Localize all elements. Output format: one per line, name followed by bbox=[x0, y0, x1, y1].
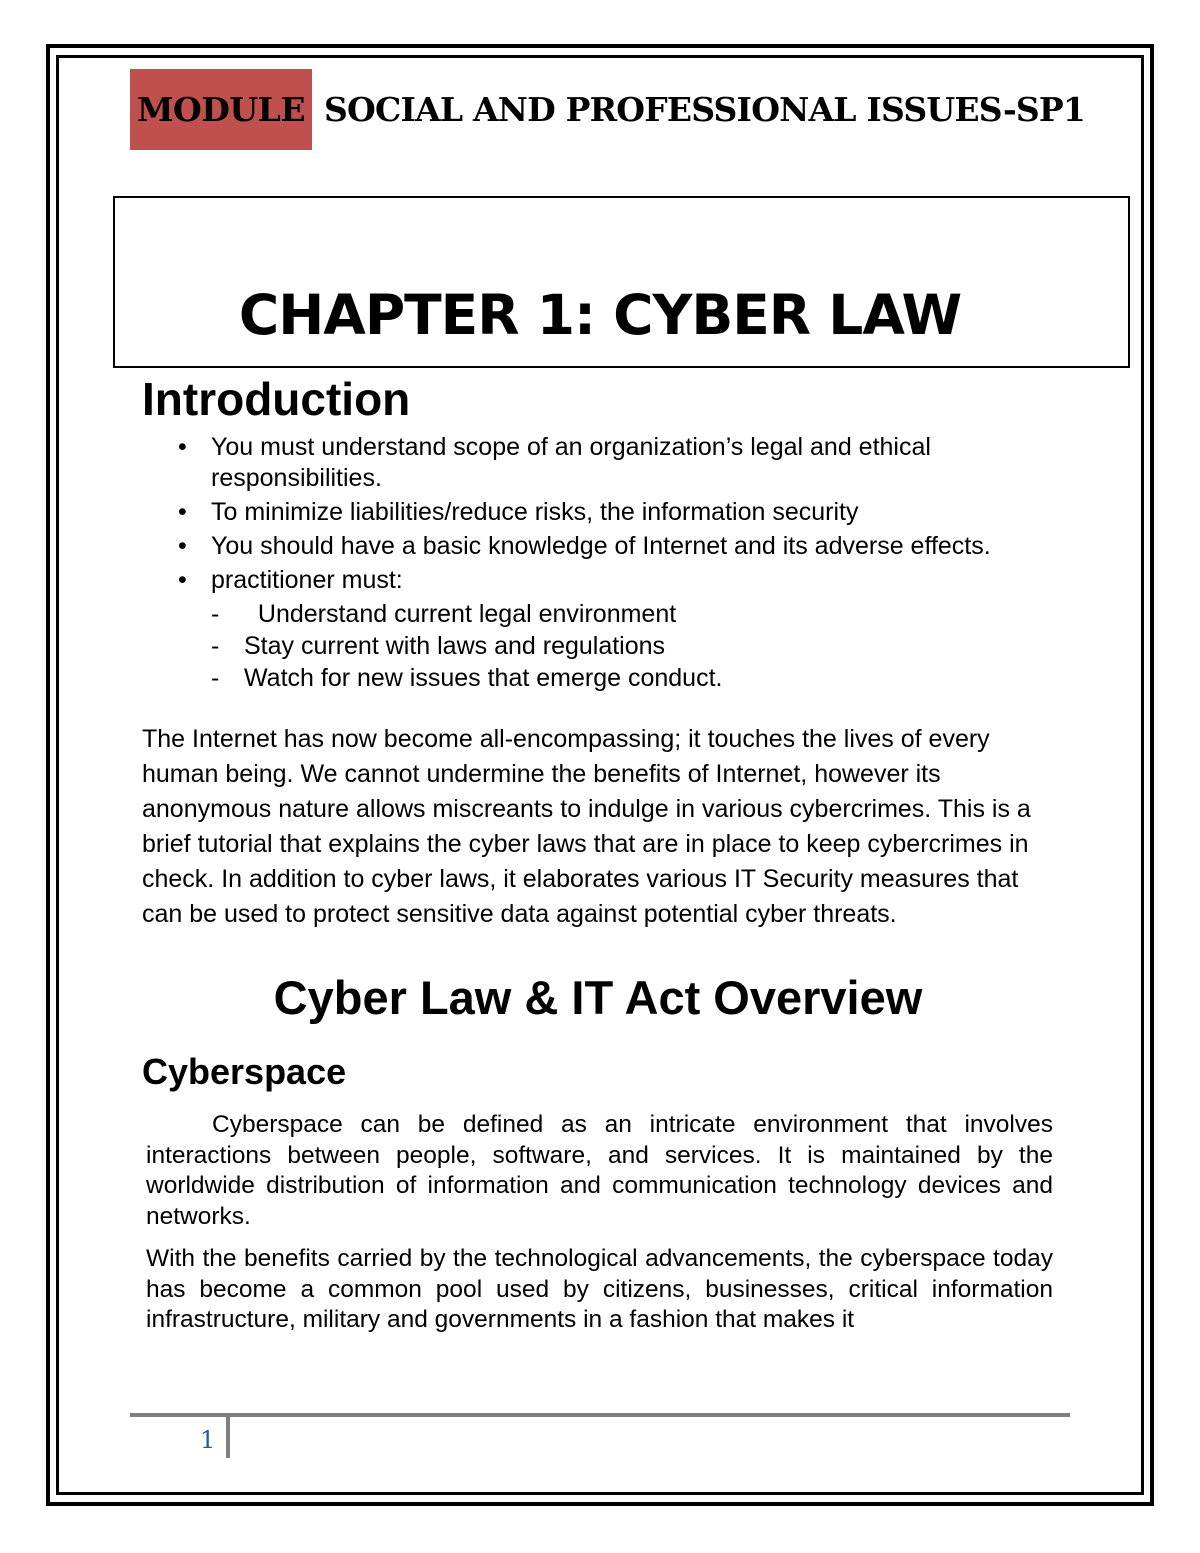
bullet-icon: • bbox=[178, 433, 187, 461]
module-badge: MODULE bbox=[130, 69, 312, 150]
list-item: • practitioner must: - Understand current legal environment - Stay current with laws and regulations - Watch for new issues that emerge conduct. bbox=[142, 565, 1054, 694]
bullet-icon: • bbox=[178, 532, 187, 560]
list-item: • To minimize liabilities/reduce risks, the information security bbox=[178, 498, 859, 526]
overview-heading: Cyber Law & IT Act Overview bbox=[273, 971, 923, 1024]
module-header bbox=[130, 69, 1085, 150]
introduction-bullet-list bbox=[142, 432, 1054, 694]
cyberspace-paragraph-1: Cyberspace can be defined as an intricate environment that involves interactions between people, software, and services. It is maintained by the worldwide distribution of information and communication technology devices and networks. bbox=[146, 1111, 1053, 1230]
practitioner-sub-list bbox=[211, 598, 1054, 694]
dash-icon: - bbox=[211, 632, 220, 660]
bullet-icon: • bbox=[178, 498, 187, 526]
introduction-paragraph: The Internet has now become all-encompassing; it touches the lives of every human being. We cannot undermine the benefits of Internet, however its anonymous nature allows miscreants to indulge in various cybercrimes. This is a brief tutorial that explains the cyber laws that are in place to keep cybercrimes in check. In addition to cyber laws, it elaborates various IT Security measures that can be used to protect sensitive data against potential cyber threats. bbox=[142, 725, 1031, 928]
dash-icon: - bbox=[211, 664, 220, 692]
cyberspace-heading: Cyberspace bbox=[142, 1051, 347, 1092]
list-item: • You should have a basic knowledge of Internet and its adverse effects. bbox=[178, 532, 991, 560]
bullet-icon: • bbox=[178, 566, 187, 594]
sub-list-item: - Watch for new issues that emerge conduct. bbox=[211, 664, 723, 692]
page-number-divider bbox=[226, 1416, 230, 1458]
dash-icon: - bbox=[211, 600, 220, 628]
page-number: 1 bbox=[200, 1426, 216, 1454]
main-content bbox=[142, 372, 1054, 1336]
footer-divider bbox=[130, 1413, 1070, 1417]
module-title: SOCIAL AND PROFESSIONAL ISSUES-SP1 bbox=[324, 90, 1086, 129]
sub-list-item: - Stay current with laws and regulations bbox=[211, 632, 666, 660]
chapter-title: CHAPTER 1: CYBER LAW bbox=[238, 283, 962, 347]
introduction-heading: Introduction bbox=[142, 373, 411, 425]
sub-list-item: - Understand current legal environment bbox=[211, 600, 677, 628]
cyberspace-paragraph-2: With the benefits carried by the technological advancements, the cyberspace today has become a common pool used by citizens, businesses, critical information infrastructure, military and governments in a fashion that makes it bbox=[146, 1245, 1053, 1333]
list-item: • You must understand scope of an organization’s legal and ethical responsibilities. bbox=[178, 433, 931, 492]
